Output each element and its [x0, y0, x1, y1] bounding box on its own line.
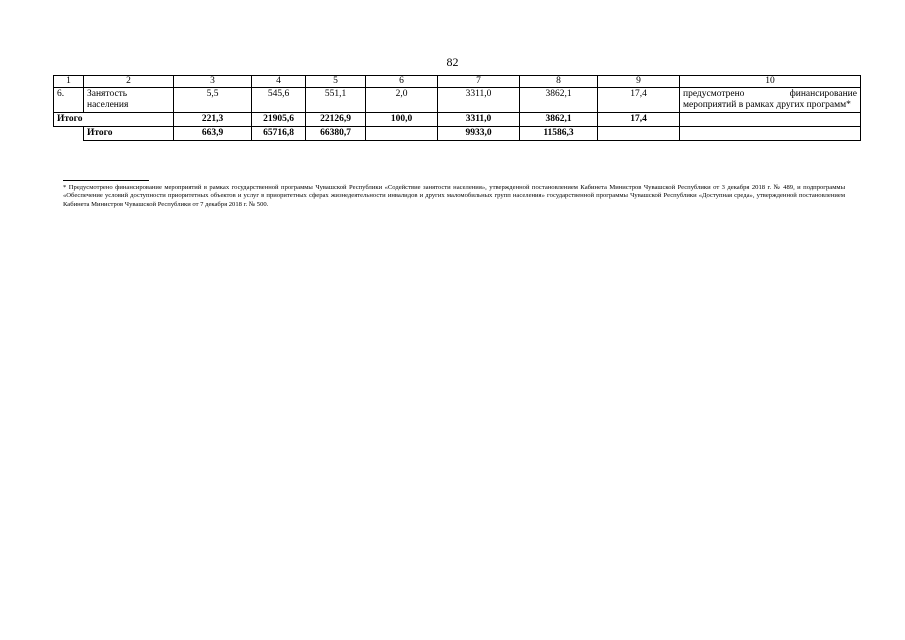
- table-cell: 65716,8: [252, 127, 306, 141]
- table-cell: 11586,3: [520, 127, 598, 141]
- table-cell: [680, 127, 861, 141]
- empty-cell: [54, 127, 84, 141]
- table-cell: 9933,0: [438, 127, 520, 141]
- table-cell: 551,1: [306, 88, 366, 113]
- total-label: Итого: [84, 127, 174, 141]
- total-label: Итого: [54, 113, 174, 127]
- row-number: 6.: [54, 88, 84, 113]
- header-cell: 8: [520, 76, 598, 88]
- total-row: [54, 113, 861, 127]
- header-cell: 1: [54, 76, 84, 88]
- header-cell: 7: [438, 76, 520, 88]
- header-cell: 9: [598, 76, 680, 88]
- table-cell: 3311,0: [438, 88, 520, 113]
- header-cell: 5: [306, 76, 366, 88]
- table-cell: 5,5: [174, 88, 252, 113]
- header-cell: 3: [174, 76, 252, 88]
- page-number: 82: [446, 55, 459, 69]
- table-cell: 2,0: [366, 88, 438, 113]
- header-cell: 6: [366, 76, 438, 88]
- table-cell: 17,4: [598, 113, 680, 127]
- data-table: [53, 75, 861, 141]
- table-cell: 545,6: [252, 88, 306, 113]
- table-cell: [366, 127, 438, 141]
- header-row: [54, 76, 861, 88]
- table-cell: [680, 113, 861, 127]
- table-cell: 3862,1: [520, 88, 598, 113]
- table-cell: 17,4: [598, 88, 680, 113]
- footnote-divider: [63, 180, 149, 181]
- row-note: предусмотрено финансирование мероприятий в рамках других программ*: [680, 88, 861, 113]
- table-cell: 3311,0: [438, 113, 520, 127]
- table-row: [54, 88, 861, 113]
- table-cell: 100,0: [366, 113, 438, 127]
- table-cell: 3862,1: [520, 113, 598, 127]
- table-cell: 221,3: [174, 113, 252, 127]
- table-cell: 66380,7: [306, 127, 366, 141]
- header-cell: 10: [680, 76, 861, 88]
- footnote: * Предусмотрено финансирование мероприятий в рамках государственной программы Чувашской Республики «Содействие занятости населения», утвержденной постановлением Кабинета Министров Чувашской Республики от 3 декабря 2018 г. № 489, и подпрограммы «Обеспечение условий доступности приоритетных объектов и услуг в приоритетных сферах жизнедеятельности инвалидов и других маломобильных групп населения» государственной программы Чувашской Республики «Доступная среда», утвержденной постановлением Кабинета Министров Чувашской Республики от 7 декабря 2018 г. № 500.: [63, 184, 845, 208]
- table-cell: 21905,6: [252, 113, 306, 127]
- header-cell: 2: [84, 76, 174, 88]
- header-cell: 4: [252, 76, 306, 88]
- grand-total-row: [54, 127, 861, 141]
- table-cell: 22126,9: [306, 113, 366, 127]
- table-cell: [598, 127, 680, 141]
- row-name: Занятость населения: [84, 88, 174, 113]
- table-cell: 663,9: [174, 127, 252, 141]
